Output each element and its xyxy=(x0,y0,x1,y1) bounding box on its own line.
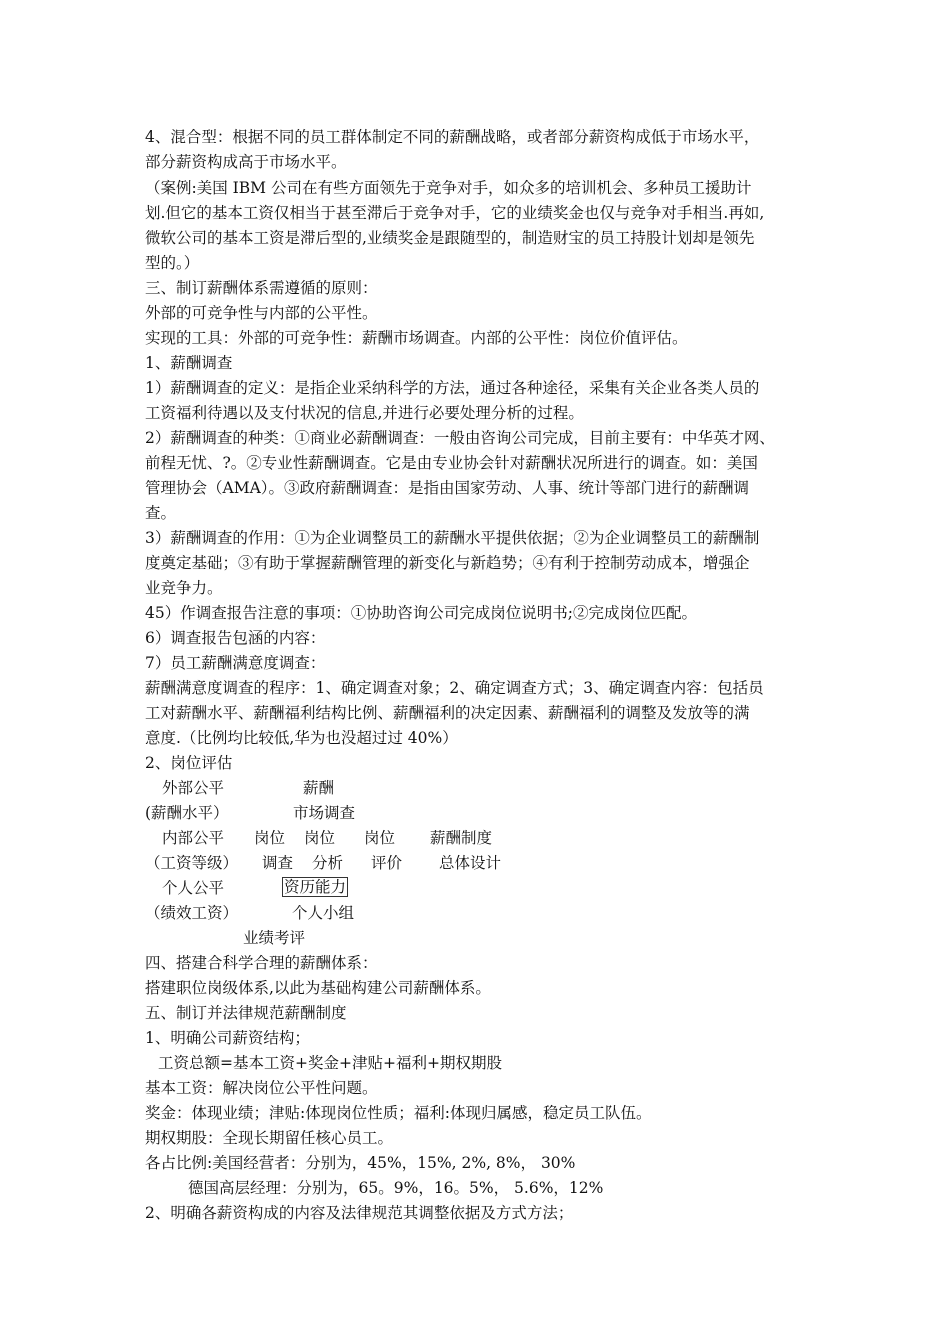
text-line: 奖金：体现业绩；津贴:体现岗位性质；福利:体现归属感，稳定员工队伍。 xyxy=(145,1104,652,1122)
diagram-ind-fair: 个人公平 xyxy=(162,879,225,897)
text-line: 前程无忧、?。②专业性薪酬调查。它是由专业协会针对薪酬状况所进行的调查。如：美国 xyxy=(145,454,758,472)
text-line: 期权期股：全现长期留任核心员工。 xyxy=(145,1129,394,1147)
subsection-heading: 1、明确公司薪资结构； xyxy=(145,1029,310,1047)
text-line: 工对薪酬水平、薪酬福利结构比例、薪酬福利的决定因素、薪酬福利的调整及发放等的满 xyxy=(145,704,750,722)
text-line: 查。 xyxy=(145,504,177,522)
formula-line: 工资总额=基本工资+奖金+津贴+福利+期权期股 xyxy=(158,1054,502,1072)
text-line: 搭建职位岗级体系,以此为基础构建公司薪酬体系。 xyxy=(145,979,491,997)
text-line: 业竞争力。 xyxy=(145,579,223,597)
text-line: 德国高层经理：分别为，65。9%，16。5%， 5.6%，12% xyxy=(188,1179,604,1197)
text-line: 7）员工薪酬满意度调查： xyxy=(145,654,326,672)
diagram-salary-system: 薪酬制度 xyxy=(430,829,493,847)
diagram-overall-design: 总体设计 xyxy=(439,854,502,872)
text-line: 实现的工具：外部的可竞争性：薪酬市场调查。内部的公平性：岗位价值评估。 xyxy=(145,329,688,347)
text-line: 1）薪酬调查的定义：是指企业采纳科学的方法，通过各种途径，采集有关企业各类人员的 xyxy=(145,379,760,397)
diagram-salary-level: (薪酬水平） xyxy=(145,804,229,822)
subsection-heading: 2、岗位评估 xyxy=(145,754,233,772)
text-line: 划.但它的基本工资仅相当于甚至滞后于竞争对手，它的业绩奖金也仅与竞争对手相当.再如, xyxy=(145,204,765,222)
section-heading: 三、制订薪酬体系需遵循的原则： xyxy=(145,279,378,297)
diagram-ext-fair: 外部公平 xyxy=(162,779,225,797)
text-line: 基本工资：解决岗位公平性问题。 xyxy=(145,1079,378,1097)
diagram-perf-wage: （绩效工资） xyxy=(145,904,239,922)
diagram-perf-review: 业绩考评 xyxy=(243,929,306,947)
diagram-post: 岗位 xyxy=(304,829,336,847)
diagram-int-fair: 内部公平 xyxy=(162,829,225,847)
text-line: 2）薪酬调查的种类：①商业必薪酬调查：一般由咨询公司完成，目前主要有：中华英才网、 xyxy=(145,429,775,447)
diagram-wage-grade: （工资等级） xyxy=(145,854,239,872)
text-line: 薪酬满意度调查的程序：1、确定调查对象；2、确定调查方式；3、确定调查内容：包括员 xyxy=(145,679,764,697)
section-heading: 五、制订并法律规范薪酬制度 xyxy=(145,1004,347,1022)
diagram-ind-group: 个人小组 xyxy=(292,904,355,922)
text-line: （案例:美国 IBM 公司在有些方面领先于竞争对手，如众多的培训机会、多种员工援助计 xyxy=(145,179,752,197)
text-line: 45）作调查报告注意的事项：①协助咨询公司完成岗位说明书;②完成岗位匹配。 xyxy=(145,604,697,622)
text-line: 外部的可竞争性与内部的公平性。 xyxy=(145,304,378,322)
text-line: 部分薪资构成高于市场水平。 xyxy=(145,153,347,171)
text-line: 3）薪酬调查的作用：①为企业调整员工的薪酬水平提供依据；②为企业调整员工的薪酬制 xyxy=(145,529,760,547)
section-heading: 四、搭建合科学合理的薪酬体系： xyxy=(145,954,378,972)
subsection-heading: 2、明确各薪资构成的内容及法律规范其调整依据及方式方法； xyxy=(145,1204,574,1222)
diagram-survey: 调查 xyxy=(262,854,294,872)
subsection-heading: 1、薪酬调查 xyxy=(145,354,233,372)
text-line: 型的。） xyxy=(145,254,200,272)
text-line: 各占比例:美国经营者：分别为，45%，15%, 2%, 8%， 30% xyxy=(145,1154,576,1172)
text-line: 6）调查报告包涵的内容： xyxy=(145,629,326,647)
text-line: 度奠定基础；③有助于掌握薪酬管理的新变化与新趋势；④有利于控制劳动成本，增强企 xyxy=(145,554,750,572)
diagram-qualification-box: 资历能力 xyxy=(284,878,347,896)
diagram-evaluation: 评价 xyxy=(371,854,403,872)
text-line: 4、混合型：根据不同的员工群体制定不同的薪酬战略，或者部分薪资构成低于市场水平， xyxy=(145,128,760,146)
text-line: 工资福利待遇以及支付状况的信息,并进行必要处理分析的过程。 xyxy=(145,404,584,422)
diagram-analysis: 分析 xyxy=(312,854,344,872)
diagram-post: 岗位 xyxy=(364,829,396,847)
diagram-salary: 薪酬 xyxy=(303,779,335,797)
diagram-post: 岗位 xyxy=(254,829,286,847)
text-line: 微软公司的基本工资是滞后型的,业绩奖金是跟随型的，制造财宝的员工持股计划却是领先 xyxy=(145,229,755,247)
diagram-market-survey: 市场调查 xyxy=(293,804,356,822)
text-line: 意度.（比例均比较低,华为也没超过过 40%） xyxy=(145,729,458,747)
text-line: 管理协会（AMA）。③政府薪酬调查：是指由国家劳动、人事、统计等部门进行的薪酬调 xyxy=(145,479,750,497)
